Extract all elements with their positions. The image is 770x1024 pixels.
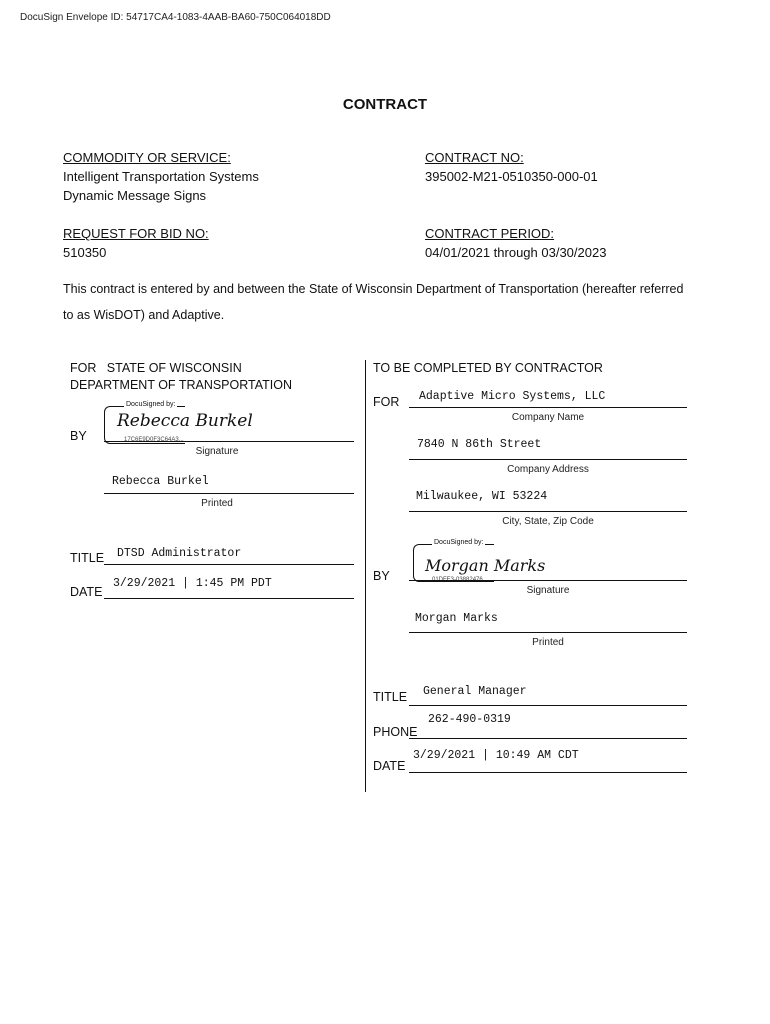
contract-no-label: CONTRACT NO: <box>425 150 524 165</box>
contractor-signature-line <box>409 580 687 581</box>
contractor-printed-name: Morgan Marks <box>415 612 498 625</box>
envelope-id: DocuSign Envelope ID: 54717CA4-1083-4AAB-BA60-750C064018DD <box>20 12 331 23</box>
contractor-signature-caption: Signature <box>526 585 570 596</box>
commodity-line1: Intelligent Transportation Systems <box>63 169 259 184</box>
state-date-line <box>104 598 354 599</box>
state-by-label: BY <box>70 429 87 443</box>
contractor-title-line <box>409 705 687 706</box>
state-signature-id: 17C6E9D0F3C64A3... <box>124 437 184 443</box>
page-title: CONTRACT <box>342 96 428 113</box>
rfb-value: 510350 <box>63 245 107 260</box>
contractor-printed-line <box>409 632 687 633</box>
contractor-address-caption: Company Address <box>507 464 589 475</box>
state-docusigned-tag: DocuSigned by: <box>126 401 176 408</box>
state-printed-line <box>104 493 354 494</box>
contractor-title-value: General Manager <box>423 685 527 698</box>
period-label: CONTRACT PERIOD: <box>425 226 555 241</box>
contractor-city-line <box>409 511 687 512</box>
column-divider <box>365 360 366 792</box>
state-date-value: 3/29/2021 | 1:45 PM PDT <box>113 577 272 590</box>
contractor-phone-value: 262-490-0319 <box>428 713 511 726</box>
contractor-phone-line <box>409 738 687 739</box>
state-printed-name: Rebecca Burkel <box>112 475 209 488</box>
contractor-company-caption: Company Name <box>511 412 585 423</box>
contractor-phone-label: PHONE <box>373 725 418 739</box>
state-signature-caption: Signature <box>195 446 239 457</box>
contractor-signature: Morgan Marks <box>425 556 546 575</box>
state-for-line2: DEPARTMENT OF TRANSPORTATION <box>70 378 293 392</box>
contractor-address: 7840 N 86th Street <box>417 438 542 451</box>
state-date-label: DATE <box>70 585 103 599</box>
contract-no-value: 395002-M21-0510350-000-01 <box>425 169 598 184</box>
contractor-company-line <box>409 407 687 408</box>
state-for-line1: FOR STATE OF WISCONSIN <box>70 361 242 375</box>
period-value: 04/01/2021 through 03/30/2023 <box>425 245 607 260</box>
contractor-date-value: 3/29/2021 | 10:49 AM CDT <box>413 749 579 762</box>
state-title-label: TITLE <box>70 551 105 565</box>
commodity-line2: Dynamic Message Signs <box>63 188 207 203</box>
contractor-for-label: FOR <box>373 395 400 409</box>
state-printed-caption: Printed <box>201 498 233 509</box>
state-title-line <box>104 564 354 565</box>
contractor-title-label: TITLE <box>373 690 408 704</box>
contractor-signature-id: 01DFE3-03882476... <box>432 577 488 583</box>
intro-line2: to as WisDOT) and Adaptive. <box>63 308 225 322</box>
contractor-city-caption: City, State, Zip Code <box>502 516 594 527</box>
contractor-header: TO BE COMPLETED BY CONTRACTOR <box>373 361 603 375</box>
state-signature-line <box>104 441 354 442</box>
contractor-docusigned-tag: DocuSigned by: <box>434 539 484 546</box>
contractor-company-name: Adaptive Micro Systems, LLC <box>419 390 606 403</box>
contractor-by-label: BY <box>373 569 390 583</box>
contractor-date-label: DATE <box>373 759 406 773</box>
contractor-printed-caption: Printed <box>532 637 564 648</box>
contractor-city: Milwaukee, WI 53224 <box>416 490 548 503</box>
commodity-label: COMMODITY OR SERVICE: <box>63 150 231 165</box>
contractor-address-line <box>409 459 687 460</box>
contractor-date-line <box>409 772 687 773</box>
intro-line1: This contract is entered by and between the State of Wisconsin Department of Transportation (hereafter referred <box>63 282 684 296</box>
rfb-label: REQUEST FOR BID NO: <box>63 226 209 241</box>
state-title-value: DTSD Administrator <box>117 547 242 560</box>
state-signature: Rebecca Burkel <box>117 411 253 431</box>
